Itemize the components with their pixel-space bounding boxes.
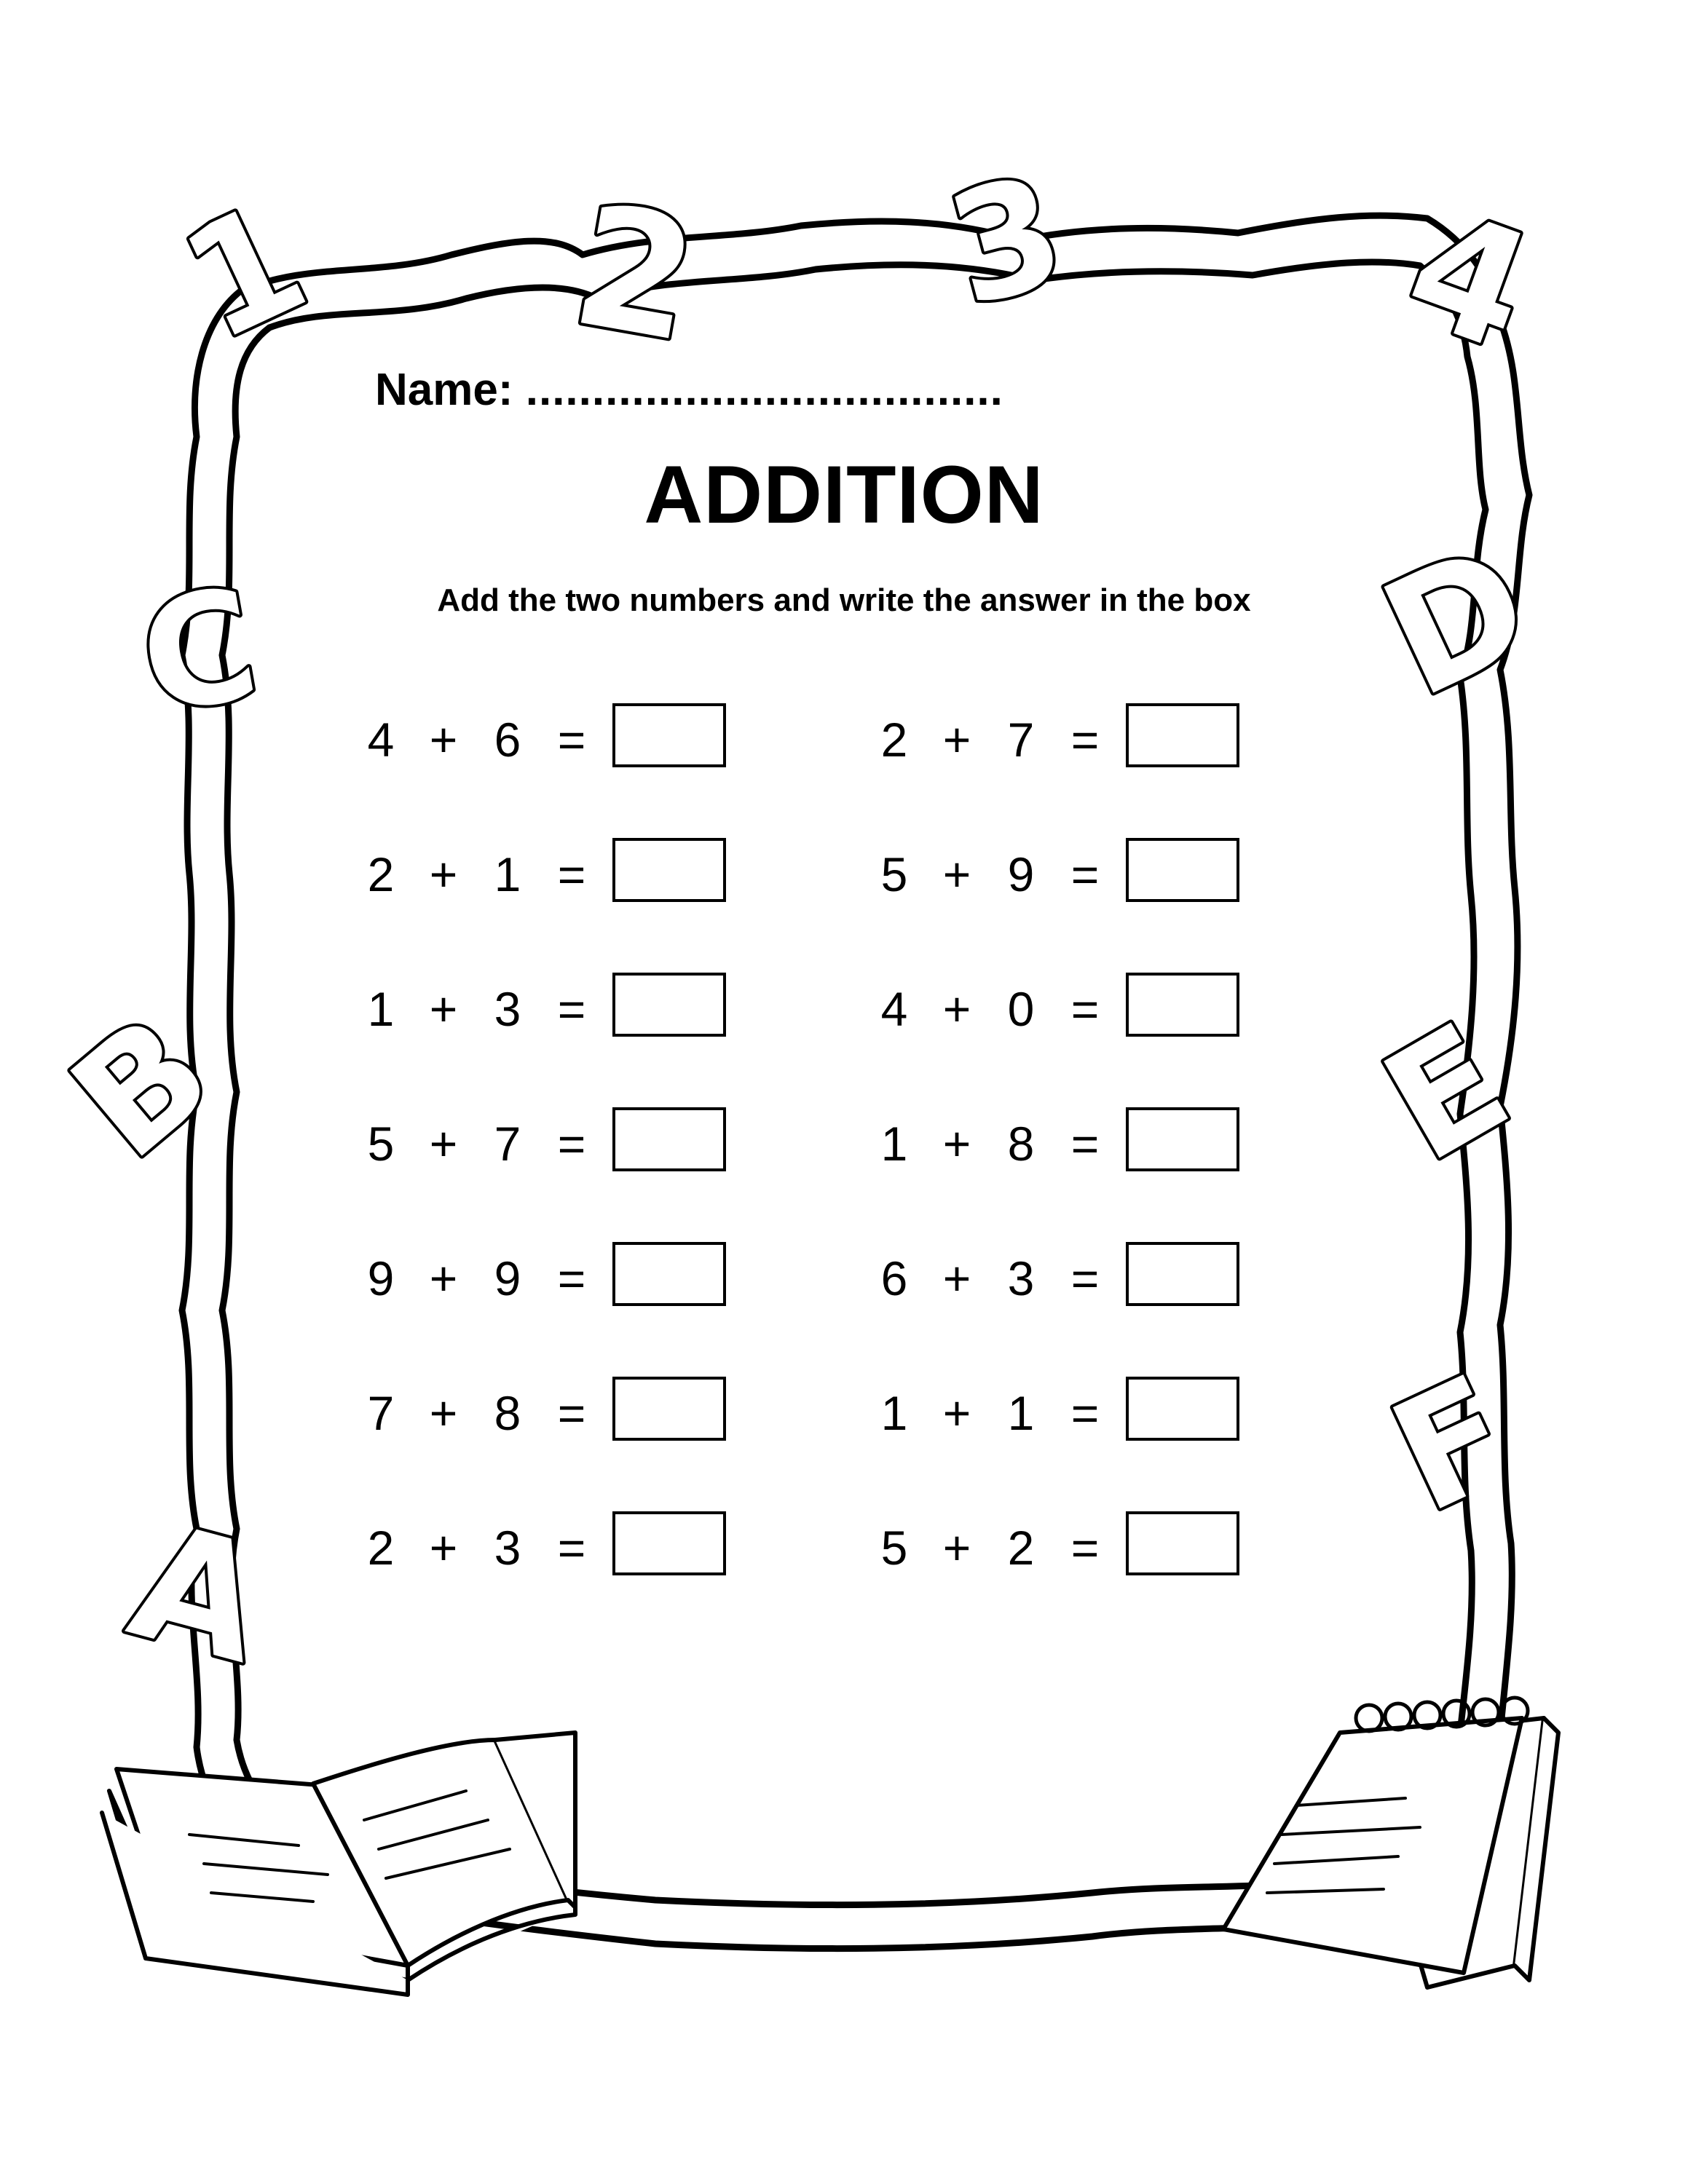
border-number-1: 1 xyxy=(158,168,331,376)
name-field[interactable] xyxy=(375,364,1003,416)
addend-b: 3 xyxy=(494,982,521,1036)
equals-sign: = xyxy=(1070,1251,1100,1305)
addend-b: 7 xyxy=(494,1117,521,1171)
answer-box[interactable] xyxy=(612,1107,726,1171)
worksheet-title: ADDITION xyxy=(644,449,1044,540)
equals-sign: = xyxy=(557,1117,586,1171)
addend-b: 1 xyxy=(1007,1386,1035,1440)
addend-b: 3 xyxy=(1007,1251,1035,1305)
addend-a: 7 xyxy=(367,1386,395,1440)
border-letter-f: F xyxy=(1367,1341,1538,1548)
addend-b: 1 xyxy=(494,847,521,901)
answer-box[interactable] xyxy=(612,703,726,767)
answer-box[interactable] xyxy=(1126,1377,1239,1441)
addend-a: 1 xyxy=(880,1117,908,1171)
border-number-4: 4 xyxy=(1385,173,1554,387)
answer-box[interactable] xyxy=(612,973,726,1037)
answer-box[interactable] xyxy=(612,1511,726,1575)
addend-b: 0 xyxy=(1007,982,1035,1036)
border-letter-c: C xyxy=(128,554,270,750)
plus-sign: + xyxy=(942,1521,971,1575)
addend-a: 5 xyxy=(367,1117,395,1171)
addend-b: 9 xyxy=(1007,847,1035,901)
addend-b: 8 xyxy=(1007,1117,1035,1171)
addend-a: 5 xyxy=(880,847,908,901)
answer-box[interactable] xyxy=(1126,1242,1239,1306)
answer-box[interactable] xyxy=(612,1242,726,1306)
answer-box[interactable] xyxy=(612,838,726,902)
equals-sign: = xyxy=(557,982,586,1036)
addend-b: 3 xyxy=(494,1521,521,1575)
plus-sign: + xyxy=(942,1117,971,1171)
plus-sign: + xyxy=(942,847,971,901)
plus-sign: + xyxy=(429,1251,458,1305)
spiral-notepad-icon xyxy=(1223,1698,1558,1987)
plus-sign: + xyxy=(942,1251,971,1305)
border-letter-b: B xyxy=(39,981,244,1193)
plus-sign: + xyxy=(429,713,458,767)
equals-sign: = xyxy=(1070,713,1100,767)
addend-a: 2 xyxy=(367,847,395,901)
addend-b: 7 xyxy=(1007,713,1035,767)
equals-sign: = xyxy=(1070,1117,1100,1171)
border-number-2: 2 xyxy=(561,168,710,380)
equals-sign: = xyxy=(1070,1386,1100,1440)
answer-box[interactable] xyxy=(1126,1511,1239,1575)
addend-b: 2 xyxy=(1007,1521,1035,1575)
name-label: Name: xyxy=(375,365,513,415)
equals-sign: = xyxy=(1070,1521,1100,1575)
addend-a: 2 xyxy=(367,1521,395,1575)
answer-box[interactable] xyxy=(1126,1107,1239,1171)
worksheet-instruction: Add the two numbers and write the answer in the box xyxy=(437,582,1251,618)
equals-sign: = xyxy=(557,713,586,767)
equals-sign: = xyxy=(557,1521,586,1575)
addend-a: 2 xyxy=(880,713,908,767)
plus-sign: + xyxy=(429,1117,458,1171)
addend-b: 8 xyxy=(494,1386,521,1440)
plus-sign: + xyxy=(429,982,458,1036)
plus-sign: + xyxy=(429,1521,458,1575)
answer-box[interactable] xyxy=(1126,973,1239,1037)
border-letter-d: D xyxy=(1357,507,1557,734)
addend-a: 1 xyxy=(880,1386,908,1440)
plus-sign: + xyxy=(942,713,971,767)
addend-a: 6 xyxy=(880,1251,908,1305)
border-letter-e: E xyxy=(1356,989,1537,1197)
border-number-3: 3 xyxy=(931,141,1081,341)
addend-b: 6 xyxy=(494,713,521,767)
addend-a: 5 xyxy=(880,1521,908,1575)
plus-sign: + xyxy=(942,1386,971,1440)
open-book-icon xyxy=(102,1733,575,1995)
name-blank-line[interactable]: .................................... xyxy=(525,365,1003,415)
answer-box[interactable] xyxy=(612,1377,726,1441)
equals-sign: = xyxy=(1070,982,1100,1036)
addend-b: 9 xyxy=(494,1251,521,1305)
border-letter-a: A xyxy=(114,1487,283,1700)
plus-sign: + xyxy=(942,982,971,1036)
equals-sign: = xyxy=(557,847,586,901)
answer-box[interactable] xyxy=(1126,703,1239,767)
plus-sign: + xyxy=(429,847,458,901)
answer-box[interactable] xyxy=(1126,838,1239,902)
addend-a: 9 xyxy=(367,1251,395,1305)
addend-a: 4 xyxy=(367,713,395,767)
addend-a: 4 xyxy=(880,982,908,1036)
equals-sign: = xyxy=(557,1386,586,1440)
addend-a: 1 xyxy=(367,982,395,1036)
plus-sign: + xyxy=(429,1386,458,1440)
equals-sign: = xyxy=(557,1251,586,1305)
equals-sign: = xyxy=(1070,847,1100,901)
